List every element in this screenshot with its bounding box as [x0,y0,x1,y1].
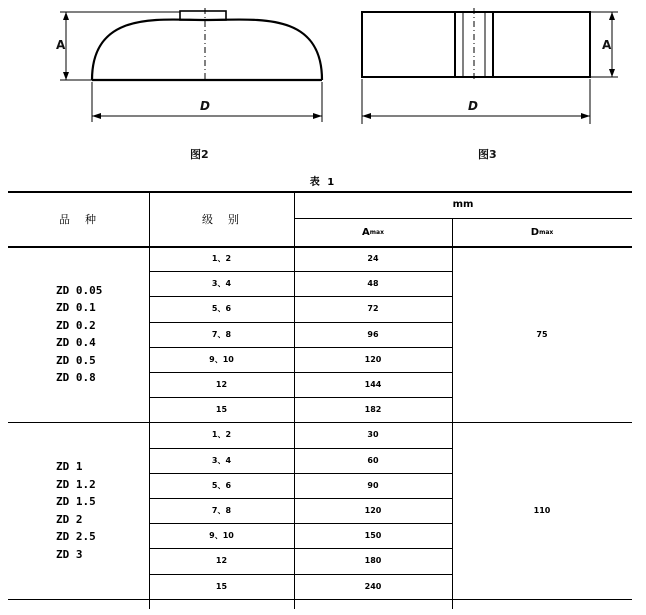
table-rule [149,448,452,449]
header-unit: mm [452,199,474,210]
table-rule [149,296,452,297]
variety-item: ZD 0.5 [56,353,96,367]
table-column-rule [452,218,453,609]
header-d-max [452,218,632,246]
figure-2-dim-d: D [200,99,210,113]
table-rule [8,599,632,600]
a-max-cell: 240 [364,581,382,591]
figure-3-dim-d: D [468,99,478,113]
variety-item: ZD 0.1 [56,301,96,315]
variety-item: ZD 2.5 [56,530,96,544]
grade-cell: 15 [215,581,228,591]
table-column-rule [294,191,295,609]
figure-2-caption: 图2 [190,148,209,161]
d-max-cell: 75 [536,329,548,339]
table-rule [149,574,452,575]
table-rule [149,322,452,323]
a-max-cell: 120 [364,354,382,364]
grade-cell: 1、2 [211,254,232,264]
table-rule [149,473,452,474]
variety-item: ZD 0.05 [56,283,103,297]
table-rule [8,191,632,193]
a-max-cell: 182 [364,405,382,415]
a-max-cell: 96 [367,329,379,339]
table-rule [149,498,452,499]
grade-cell: 3、4 [211,279,232,289]
figure-2-dim-a: A [56,38,66,52]
header-d-sub: max [539,228,554,236]
table-rule [8,422,632,423]
table-title: 表 1 [309,177,337,188]
variety-list [56,458,146,563]
grade-cell: 1、2 [211,430,232,440]
variety-item: ZD 2 [56,512,83,526]
grade-cell: 7、8 [211,329,232,339]
table-rule [149,372,452,373]
table-column-rule [149,191,150,609]
header-a-sub: max [369,228,384,236]
variety-list [56,282,146,387]
table-rule [8,246,632,248]
a-max-cell: 144 [364,380,382,390]
table-rule [149,397,452,398]
grade-cell: 15 [215,405,228,415]
a-max-cell: 120 [364,506,382,516]
a-max-cell: 72 [367,304,379,314]
table-rule [149,523,452,524]
header-variety: 品 种 [59,212,98,226]
grade-cell: 5、6 [211,480,232,490]
header-a-label: A [362,226,370,238]
grade-cell: 5、6 [211,304,232,314]
a-max-cell: 30 [367,430,379,440]
table-rule [149,271,452,272]
header-grade: 级 别 [202,212,241,226]
d-max-cell: 110 [533,506,551,516]
figure-3-caption: 图3 [478,148,497,161]
variety-item: ZD 1 [56,460,83,474]
grade-cell: 7、8 [211,506,232,516]
a-max-cell: 90 [367,480,379,490]
variety-item: ZD 0.2 [56,318,96,332]
a-max-cell: 180 [364,556,382,566]
variety-item: ZD 0.8 [56,371,96,385]
grade-cell: 9、10 [209,531,234,541]
variety-item: ZD 1.2 [56,477,96,491]
grade-cell: 12 [215,380,228,390]
header-a-max [294,218,452,246]
a-max-cell: 24 [367,254,379,264]
header-d-label: D [530,226,540,238]
variety-item: ZD 1.5 [56,495,96,509]
variety-item: ZD 0.4 [56,336,96,350]
grade-cell: 12 [215,556,228,566]
table-rule [149,548,452,549]
table-rule [149,347,452,348]
a-max-cell: 150 [364,531,382,541]
a-max-cell: 48 [367,279,379,289]
grade-cell: 9、10 [209,354,234,364]
figure-2-drawing [40,0,340,135]
figure-3-dim-a: A [602,38,612,52]
a-max-cell: 60 [367,455,379,465]
table-rule [294,218,632,219]
figure-3-drawing [350,0,630,135]
variety-item: ZD 3 [56,547,83,561]
grade-cell: 3、4 [211,455,232,465]
